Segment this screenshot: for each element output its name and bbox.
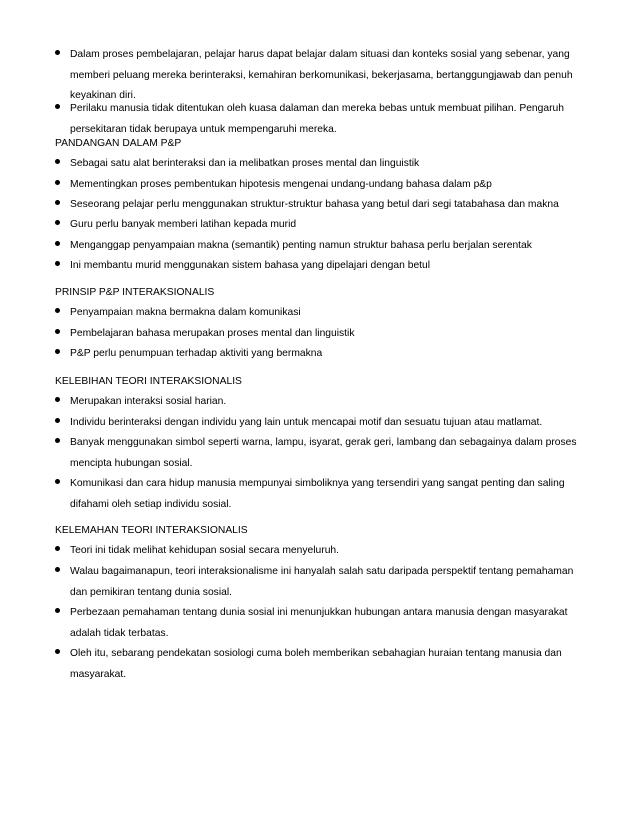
list-item [55, 215, 585, 235]
list-item [55, 541, 585, 561]
list-item-text: Pembelajaran bahasa merupakan proses mental dan linguistik [70, 328, 355, 339]
list-item [55, 644, 585, 685]
list-item [55, 392, 585, 412]
list-item-text: Perbezaan pemahaman tentang dunia sosial ini menunjukkan hubungan antara manusia dengan masyarakat adalah tidak terbatas. [70, 607, 568, 639]
bullet-icon [55, 308, 60, 313]
bullet-icon [55, 397, 60, 402]
bullet-icon [55, 349, 60, 354]
list-item-text: Sebagai satu alat berinteraksi dan ia melibatkan proses mental dan linguistik [70, 158, 420, 169]
list-item-text: Ini membantu murid menggunakan sistem bahasa yang dipelajari dengan betul [70, 260, 431, 271]
list-item-text: P&P perlu penumpuan terhadap aktiviti yang bermakna [70, 348, 323, 359]
bullet-icon [55, 241, 60, 246]
list-item [55, 303, 585, 323]
list-item-text: Dalam proses pembelajaran, pelajar harus dapat belajar dalam situasi dan konteks sosial yang sebenar, yang memberi peluang mereka berinteraksi, kemahiran berkomunikasi, bekerjasama, bertanggungjawab dan penuh keyakinan diri. [70, 49, 573, 101]
bullet-icon [55, 546, 60, 551]
bullet-icon [55, 261, 60, 266]
list-item-text: Individu berinteraksi dengan individu yang lain untuk mencapai motif dan sesuatu tujuan atau matlamat. [70, 417, 543, 428]
list-item-text: Menganggap penyampaian makna (semantik) penting namun struktur bahasa perlu berjalan serentak [70, 240, 532, 251]
section-heading: KELEMAHAN TEORI INTERAKSIONALIS [55, 525, 248, 536]
list-item [55, 474, 585, 515]
list-item-text: Teori ini tidak melihat kehidupan sosial secara menyeluruh. [70, 545, 340, 556]
list-item-text: Oleh itu, sebarang pendekatan sosiologi cuma boleh memberikan sebahagian huraian tentang manusia dan masyarakat. [70, 648, 562, 680]
list-item-text: Mementingkan proses pembentukan hipotesis mengenai undang-undang bahasa dalam p&p [70, 179, 492, 190]
list-item [55, 603, 585, 644]
list-item-text: Walau bagaimanapun, teori interaksionalisme ini hanyalah salah satu daripada perspektif tentang pemahaman dan pemikiran tentang dunia sosial. [70, 566, 574, 598]
list-item-text: Merupakan interaksi sosial harian. [70, 396, 227, 407]
list-item [55, 562, 585, 603]
list-item [55, 324, 585, 344]
list-item-text: Guru perlu banyak memberi latihan kepada murid [70, 219, 297, 230]
list-item-text: Banyak menggunakan simbol seperti warna, lampu, isyarat, gerak geri, lambang dan sebagainya dalam proses mencipta hubungan sosial. [70, 437, 577, 469]
bullet-icon [55, 50, 60, 55]
bullet-icon [55, 159, 60, 164]
bullet-icon [55, 608, 60, 613]
list-item [55, 433, 585, 474]
list-item [55, 344, 585, 364]
section-heading: PRINSIP P&P INTERAKSIONALIS [55, 287, 215, 298]
bullet-icon [55, 220, 60, 225]
list-item-text: Perilaku manusia tidak ditentukan oleh kuasa dalaman dan mereka bebas untuk membuat pilihan. Pengaruh persekitaran tidak berupaya untuk mempengaruhi mereka. [70, 103, 564, 135]
list-item-text: Komunikasi dan cara hidup manusia mempunyai simboliknya yang tersendiri yang sangat penting dan saling difahami oleh setiap individu sosial. [70, 478, 565, 510]
bullet-icon [55, 438, 60, 443]
list-item-text: Penyampaian makna bermakna dalam komunikasi [70, 307, 301, 318]
bullet-icon [55, 479, 60, 484]
list-item [55, 195, 585, 215]
bullet-icon [55, 180, 60, 185]
list-item [55, 236, 585, 256]
bullet-icon [55, 200, 60, 205]
list-item [55, 45, 585, 107]
bullet-icon [55, 329, 60, 334]
bullet-icon [55, 418, 60, 423]
bullet-icon [55, 104, 60, 109]
bullet-icon [55, 567, 60, 572]
list-item [55, 175, 585, 195]
bullet-icon [55, 649, 60, 654]
list-item [55, 413, 585, 433]
section-heading: PANDANGAN DALAM P&P [55, 138, 182, 149]
list-item [55, 154, 585, 174]
list-item-text: Seseorang pelajar perlu menggunakan struktur-struktur bahasa yang betul dari segi tatabahasa dan makna [70, 199, 559, 210]
list-item [55, 256, 585, 276]
list-item [55, 99, 585, 140]
section-heading: KELEBIHAN TEORI INTERAKSIONALIS [55, 376, 242, 387]
